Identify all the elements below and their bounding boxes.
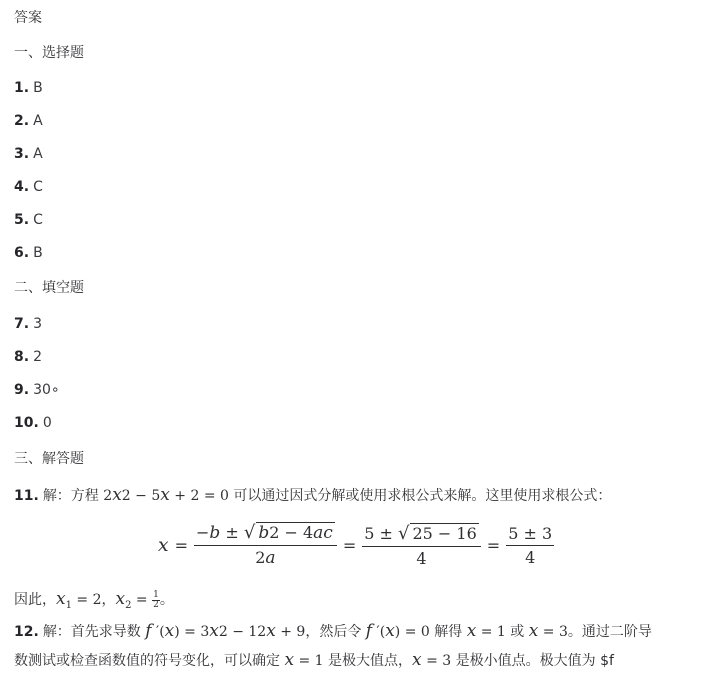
section-heading-fill: 二、填空题 — [14, 280, 84, 296]
result-sub2: 2 — [125, 599, 132, 611]
formula-fraction-2 — [362, 523, 481, 568]
q12-expr: ) = 3 — [174, 624, 210, 640]
result-sub1: 1 — [65, 599, 72, 611]
q12-x: x — [164, 621, 175, 641]
result-frac-top: 1 — [153, 589, 159, 600]
item-answer: 3 — [33, 316, 42, 332]
q12-expr: = 3 — [421, 653, 452, 669]
frac1-sqrt-ac: ac — [313, 523, 333, 543]
item-answer: B — [33, 80, 43, 96]
item-number: 10. — [14, 415, 39, 431]
frac1-den-b: a — [265, 548, 276, 568]
q12-x: x — [528, 621, 539, 641]
answer-item — [14, 379, 702, 401]
answer-item — [14, 412, 702, 434]
q12-f: f — [145, 621, 152, 641]
item-answer: C — [33, 212, 43, 228]
section-heading-solve: 三、解答题 — [14, 451, 84, 467]
item-number: 2. — [14, 113, 30, 129]
result-x1: x — [56, 589, 66, 609]
q11-eq-x2: x — [160, 485, 170, 505]
q12-x: x — [209, 621, 219, 641]
item-number: 9. — [14, 382, 30, 398]
q12-text: 或 — [505, 624, 529, 640]
frac1-sqrt-b: b — [258, 523, 270, 543]
formula-equals: = — [174, 535, 188, 555]
q12-expr: = 1 — [294, 653, 324, 669]
item-answer: 0 — [42, 415, 52, 431]
q12-expr: = 1 — [476, 624, 506, 640]
q12-x: x — [266, 621, 276, 641]
q12-expr: 2 − 12 — [218, 624, 267, 640]
question-11-result — [14, 588, 702, 617]
q12-f: f — [365, 621, 373, 641]
item-answer: 30∘ — [33, 382, 60, 398]
answer-item — [14, 313, 702, 335]
question-11-text — [14, 484, 702, 507]
q11-intro: 解：方程 — [42, 488, 104, 504]
answer-item — [14, 242, 702, 264]
answer-item — [14, 346, 702, 368]
q12-prime: ′( — [151, 624, 165, 640]
answer-item — [14, 143, 702, 165]
result-fraction — [152, 591, 160, 610]
frac1-minus: − — [195, 523, 210, 542]
section-heading-choice: 一、选择题 — [14, 45, 84, 61]
page-title: 答案 — [14, 10, 42, 26]
q12-intro: 解：首先求导数 — [42, 624, 146, 640]
formula-equals-3: = — [486, 535, 501, 555]
q12-expr: + 9 — [275, 624, 306, 640]
q12-expr: = 3 — [538, 624, 568, 640]
q12-expr: ) = 0 — [394, 624, 430, 640]
q12-x: x — [466, 621, 477, 641]
frac2-num: 5 ± — [364, 523, 398, 543]
q11-eq-c: + 2 = 0 — [169, 488, 229, 504]
q11-eq-a: 2 — [103, 488, 113, 504]
frac1-pm: ± — [220, 523, 244, 542]
q11-eq-b: 2 − 5 — [121, 488, 161, 504]
frac2-den: 4 — [416, 548, 427, 568]
frac1-sqrt-rest: 2 − 4 — [269, 523, 314, 542]
formula-equals-2: = — [342, 535, 357, 555]
answer-item — [14, 209, 702, 231]
q12-prime: ′( — [372, 624, 386, 640]
item-number: 6. — [14, 245, 30, 261]
frac1-sqrt — [256, 522, 334, 543]
item-number: 8. — [14, 349, 30, 365]
answer-item — [14, 176, 702, 198]
q12-x: x — [385, 621, 395, 641]
item-answer: C — [33, 179, 43, 195]
result-v1: = 2， — [71, 592, 116, 608]
item-answer: A — [33, 113, 43, 129]
item-answer: A — [33, 146, 43, 162]
item-number: 5. — [14, 212, 30, 228]
q12-x: x — [412, 650, 422, 670]
frac3-den: 4 — [525, 547, 536, 567]
result-frac-bot: 2 — [153, 599, 159, 610]
item-number: 11. — [14, 488, 39, 504]
sqrt-icon: √ — [398, 522, 410, 544]
result-x2: x — [115, 589, 126, 609]
frac3-num: 5 ± 3 — [506, 524, 554, 546]
item-number: 3. — [14, 146, 30, 162]
question-12-line-2 — [14, 649, 702, 672]
formula-fraction-3 — [506, 524, 554, 567]
q11-eq-x1: x — [112, 485, 122, 505]
q12-text: 解得 — [429, 624, 467, 640]
item-number: 12. — [14, 624, 39, 640]
frac1-b: b — [209, 523, 221, 543]
item-answer: B — [33, 245, 43, 261]
q12-text: 是极大值点， — [323, 653, 413, 669]
sqrt-icon: √ — [243, 522, 256, 543]
q12-text: ，然后令 — [305, 624, 366, 640]
q12-text: 是极小值点。极大值为 $f — [451, 653, 614, 669]
answer-item — [14, 110, 702, 132]
question-12-line-1 — [14, 620, 702, 643]
frac1-den-a: 2 — [255, 548, 266, 567]
result-prefix: 因此， — [14, 592, 56, 608]
q12-text: 数测试或检查函数值的符号变化，可以确定 — [14, 653, 285, 669]
q12-text: 。通过二阶导 — [567, 624, 652, 640]
item-number: 1. — [14, 80, 30, 96]
item-number: 7. — [14, 316, 30, 332]
result-end: 。 — [159, 592, 174, 608]
formula-fraction-1 — [194, 522, 337, 568]
q11-description: 可以通过因式分解或使用求根公式来解。这里使用求根公式： — [228, 488, 612, 504]
frac2-sqrt: 25 − 16 — [412, 523, 477, 543]
formula-x: x — [157, 534, 169, 556]
quadratic-formula-display — [0, 522, 712, 574]
answer-item — [14, 77, 702, 99]
q12-x: x — [284, 650, 295, 670]
result-eq: = — [131, 592, 153, 608]
item-answer: 2 — [33, 349, 42, 365]
item-number: 4. — [14, 179, 30, 195]
